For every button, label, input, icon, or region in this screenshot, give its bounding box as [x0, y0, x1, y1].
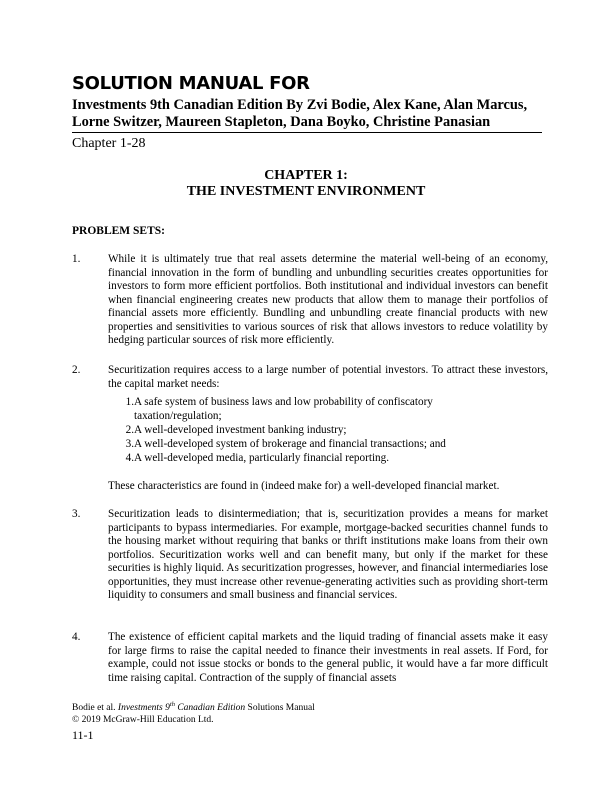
list-item-text: A well-developed system of brokerage and financial transactions; and — [134, 438, 446, 450]
list-item-number: 3. — [125, 438, 134, 450]
footer-copyright: © 2019 McGraw-Hill Education Ltd. — [72, 715, 214, 725]
list-item-text: A well-developed investment banking industry; — [134, 424, 347, 436]
citation-title: Investments 9th Canadian Edition — [117, 700, 246, 713]
chapter-number: CHAPTER 1: — [264, 168, 348, 183]
problem-closing-text: These characteristics are found in (indeed make for) a well-developed financial market. — [108, 480, 500, 492]
chapter-range: Chapter 1-28 — [72, 136, 146, 151]
citation-prefix: Bodie et al. — [72, 703, 118, 713]
problem-text: Securitization requires access to a large number of potential investors. To attract these investors, the capital market needs: — [108, 364, 548, 390]
problem-number: 4. — [72, 631, 81, 643]
book-subtitle: Investments 9th Canadian Edition By Zvi Bodie, Alex Kane, Alan Marcus, Lorne Switzer, Maureen Stapleton, Dana Boyko, Christine Panasian — [72, 97, 528, 130]
problem-text: Securitization leads to disintermediation; that is, securitization provides a means for market participants to bypass intermediaries. For example, mortgage-backed securities channel funds to the housing market without requiring that banks or thrift institutions make loans from their own portfolios. Securitization works well and can benefit many, but only if the market for these securities is highly liquid. As securitization progresses, however, and financial intermediaries lose opportunities, they must increase other revenue-generating activities such as providing short-term liquidity to consumers and small business and financial services. — [108, 508, 548, 601]
list-item-number: 4. — [125, 452, 134, 464]
list-item-text: A well-developed media, particularly financial reporting. — [134, 452, 390, 464]
citation-suffix: Solutions Manual — [245, 703, 315, 713]
section-heading: PROBLEM SETS: — [72, 225, 165, 237]
problem-number: 1. — [72, 253, 81, 265]
problem-text: The existence of efficient capital markets and the liquid trading of financial assets make it easy for large firms to raise the capital needed to finance their investments in real assets. If Ford, for example, could not issue stocks or bonds to the general public, it would have a far more difficult time raising capital. Contraction of the supply of financial assets — [108, 631, 548, 684]
problem-text: While it is ultimately true that real assets determine the material well-being of an economy, financial innovation in the form of bundling and unbundling securities creates opportunities for investors to form more efficient portfolios. Both institutional and individual investors can benefit when financial engineering creates new products that allow them to manage their portfolios of financial assets more efficiently. Bundling and unbundling create financial products with new properties and sensitivities to various sources of risk that allows investors to reduce volatility by hedging particular sources of risk more efficiently. — [108, 253, 548, 346]
chapter-title: THE INVESTMENT ENVIRONMENT — [186, 184, 426, 199]
problem-number: 2. — [72, 364, 81, 376]
list-item-text: A safe system of business laws and low probability of confiscatory taxation/regulation; — [134, 396, 433, 422]
problem-number: 3. — [72, 508, 81, 520]
footer-citation — [72, 700, 315, 714]
list-item-number: 2. — [125, 424, 134, 436]
list-item-number: 1. — [125, 396, 134, 408]
page-number: 11-1 — [72, 728, 94, 742]
manual-title: SOLUTION MANUAL FOR — [72, 73, 310, 94]
header-rule — [72, 132, 542, 133]
